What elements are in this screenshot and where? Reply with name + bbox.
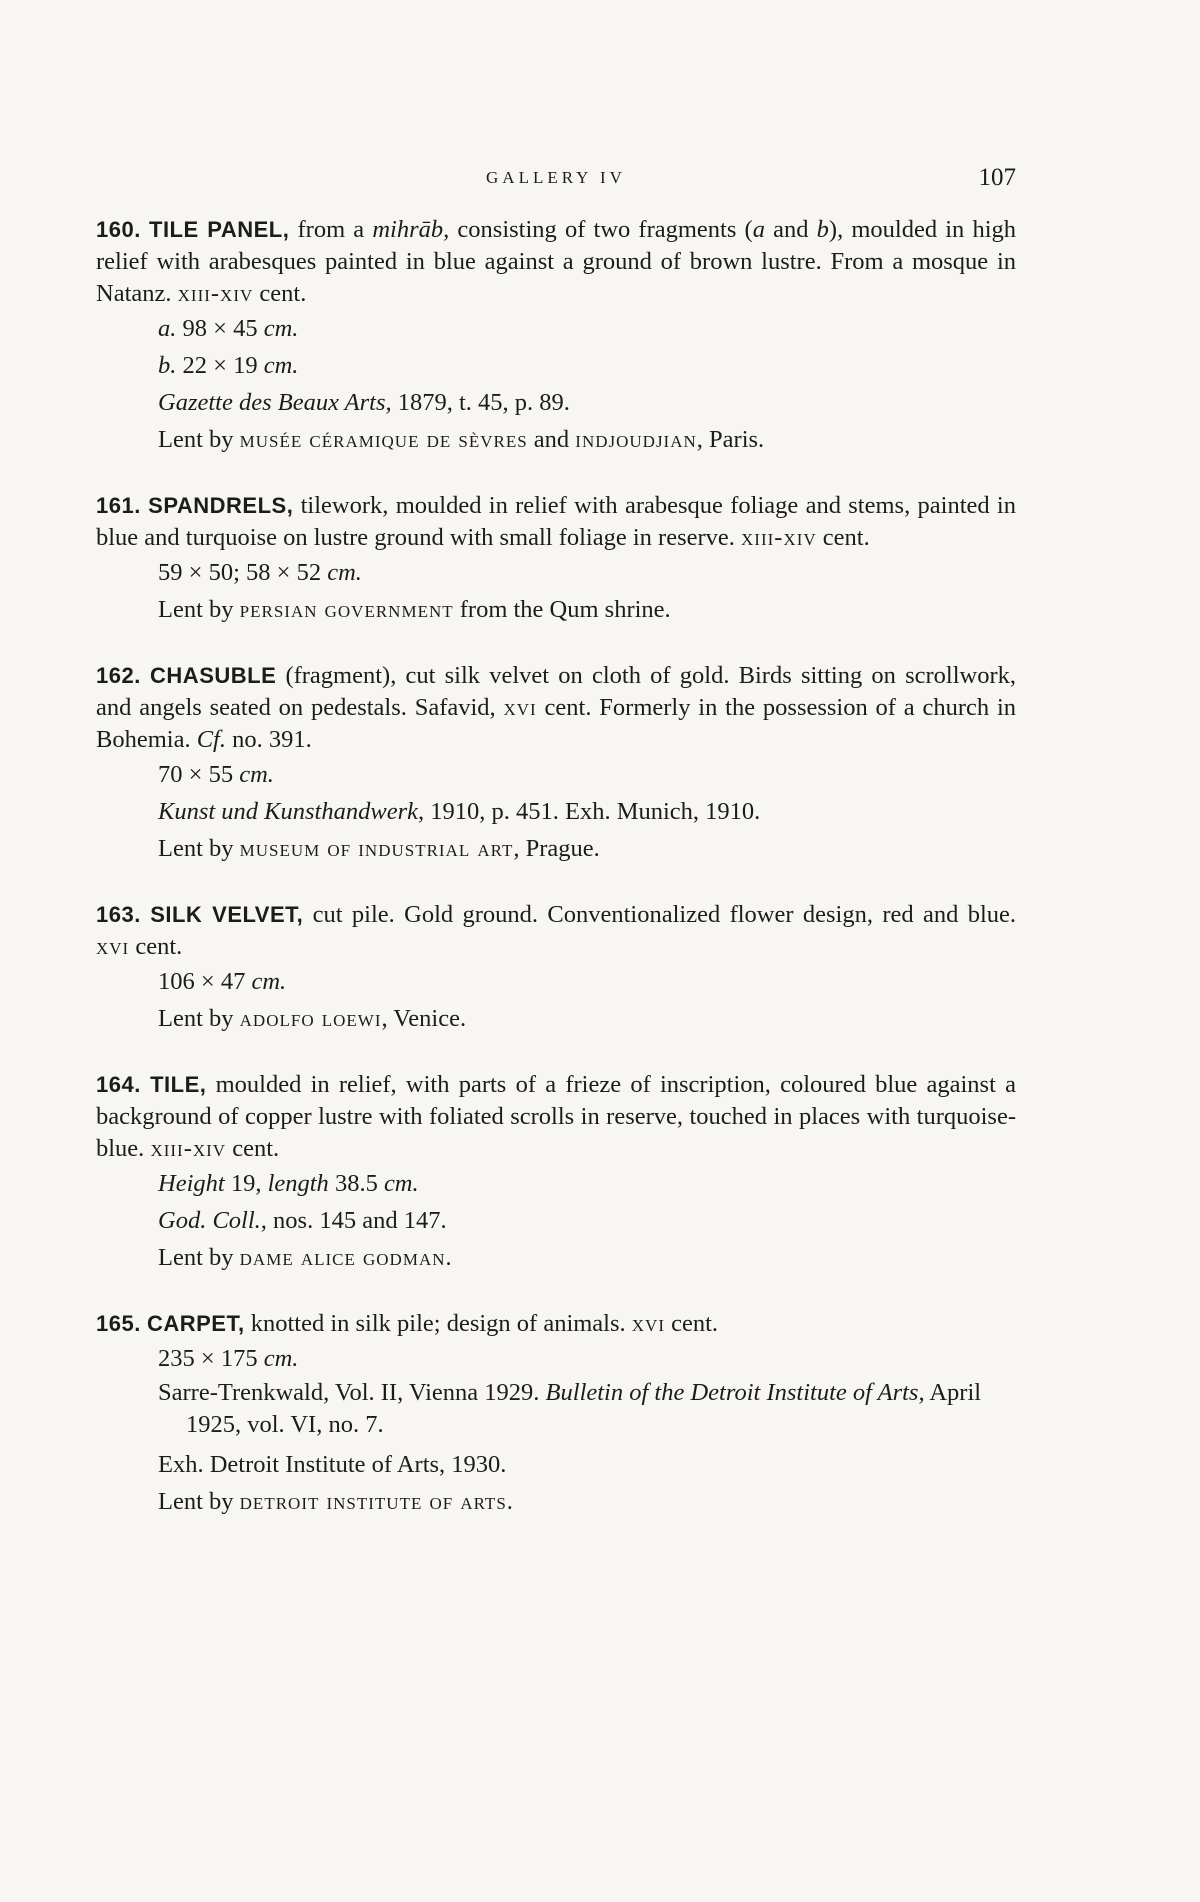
description-text: cut pile. Gold ground. Conventionalized flower design, red and blue. [303,901,1016,928]
publication-citation: April 1925, vol. VI, no. 7. [186,1379,982,1438]
bibliography-reference [158,1377,1016,1441]
description-text: (fragment), cut silk velvet on cloth of gold. Birds sitting on scrollwork, and angels seated on pedestals. Safavid, [96,662,1017,721]
lender-name: persian government [239,596,454,623]
dimensions [158,554,1016,591]
dimensions-unit: cm. [383,1170,419,1197]
entry-title: CARPET, [146,1311,245,1336]
lent-location: , Prague. [513,835,600,862]
lender-credit [158,1239,1016,1276]
catalogue-entry-163 [96,899,1016,1037]
description-italic: mihrāb, [372,216,450,243]
dimensions-value: 70 × 55 [158,761,240,788]
entry-number: 163. [96,902,141,927]
cross-reference: Cf. [196,726,226,753]
entry-title: SILK VELVET, [150,902,304,927]
entry-description [96,490,1016,554]
catalogue-entry-165 [96,1308,1016,1520]
dimensions [158,963,1016,1000]
description-text: cent. [226,1135,280,1162]
period-century: xvi [503,694,537,721]
dimensions-unit: cm. [239,761,274,788]
dimensions-unit: cm. [263,1345,299,1372]
catalogue-entry-162 [96,660,1016,867]
dimensions-value: 38.5 [328,1170,384,1197]
dimension-label: Height [158,1170,225,1197]
lender-credit [158,591,1016,628]
page-number: 107 [978,164,1016,191]
period-century: xvi [631,1310,665,1337]
lender-name: musée céramique de sèvres [239,426,528,453]
description-text: consisting of two fragments ( [449,216,753,243]
dimensions-a [158,310,1016,347]
dimensions-value: 106 × 47 [158,968,252,995]
dimensions-unit: cm. [263,352,299,379]
description-italic: b [816,216,829,243]
lender-name: indjoudjian [575,426,697,453]
description-text: from a [289,216,373,243]
bibliography-reference [158,384,1016,421]
description-text: cent. Formerly in the possession of a church in Bohemia. [96,694,1017,753]
dimensions-unit: cm. [327,559,362,586]
lender-credit [158,421,1016,458]
dimensions-unit: cm. [251,968,287,995]
dimensions [158,756,1016,793]
entry-description [96,899,1016,963]
description-text: cent. [129,933,183,960]
exhibition-history: Exh. Detroit Institute of Arts, 1930. [158,1451,507,1478]
dimension-label: length [267,1170,329,1197]
lent-prefix: Lent by [158,1488,240,1515]
dimensions-unit: cm. [263,315,299,342]
entry-description [96,1069,1016,1165]
lender-name: adolfo loewi [239,1005,382,1032]
period-century: xiii-xiv [741,524,817,551]
lent-prefix: Lent by [158,835,240,862]
catalogue-entry-164 [96,1069,1016,1276]
description-text: no. 391. [226,726,312,753]
dimensions-value: 22 × 19 [176,352,264,379]
lent-location: from the Qum shrine. [453,596,671,623]
description-text: knotted in silk pile; design of animals. [244,1310,632,1337]
description-text: tilework, moulded in relief with arabesque foliage and stems, painted in blue and turquoise on lustre ground with small foliage in reserve. [96,492,1016,551]
dimensions-b [158,347,1016,384]
lent-prefix: Lent by [158,1005,240,1032]
publication-citation: Sarre-Trenkwald, Vol. II, Vienna 1929. [158,1379,546,1406]
publication-citation: 1879, t. 45, p. 89. [391,389,570,416]
publication-citation: nos. 145 and 147. [266,1207,447,1234]
lent-prefix: Lent by [158,596,240,623]
entry-number: 165. [96,1311,141,1336]
publication-title: Gazette des Beaux Arts, [158,389,392,416]
lent-prefix: Lent by [158,426,240,453]
catalogue-entry-161 [96,490,1016,628]
entry-description [96,1308,1016,1340]
dimensions-value: 59 × 50; 58 × 52 [158,559,328,586]
dimensions-value: 235 × 175 [158,1345,264,1372]
period-century: xiii-xiv [177,280,254,307]
lent-text: and [527,426,576,453]
dimensions [158,1340,1016,1377]
catalogue-entry-160 [96,214,1016,458]
description-text: ), moulded in high relief with arabesques painted in blue against a ground of brown lustre. From a mosque in Natanz. [96,216,1017,307]
entry-number: 160. [96,217,141,242]
fragment-label: a. [158,315,177,342]
entry-title: CHASUBLE [150,663,277,688]
publication-title: Bulletin of the Detroit Institute of Arts, [545,1379,925,1406]
period-century: xiii-xiv [150,1135,227,1162]
lender-credit [158,830,1016,867]
period-century: xvi [96,933,130,960]
bibliography-reference [158,1202,1016,1239]
publication-citation: 1910, p. 451. Exh. Munich, 1910. [424,798,761,825]
entry-description [96,214,1016,310]
description-text: cent. [253,280,307,307]
lender-name: detroit institute of arts [239,1488,507,1515]
lender-credit [158,1483,1016,1520]
lent-location: . [445,1244,452,1271]
entry-description [96,660,1016,756]
entry-title: SPANDRELS, [148,493,294,518]
lender-name: dame alice godman [239,1244,446,1271]
entry-number: 164. [96,1072,141,1097]
lender-name: museum of industrial art [239,835,514,862]
entry-title: TILE, [150,1072,207,1097]
description-text: cent. [816,524,870,551]
dimensions [158,1165,1016,1202]
publication-title: God. Coll., [158,1207,267,1234]
dimensions-value: 19, [224,1170,268,1197]
description-text: moulded in relief, with parts of a frieze of inscription, coloured blue against a background of copper lustre with foliated scrolls in reserve, touched in places with turquoise-blue. [96,1071,1017,1162]
entry-number: 162. [96,663,141,688]
running-head: GALLERY IV [486,168,626,187]
entry-title: TILE PANEL, [149,217,290,242]
description-text: cent. [665,1310,719,1337]
catalogue-entries [96,214,1016,1552]
description-italic: a [752,216,765,243]
bibliography-reference [158,793,1016,830]
description-text: and [764,216,817,243]
publication-title: Kunst und Kunsthandwerk, [158,798,425,825]
lent-location: . [506,1488,513,1515]
lent-prefix: Lent by [158,1244,240,1271]
page-header [96,164,1016,198]
lent-location: , Venice. [381,1005,467,1032]
fragment-label: b. [158,352,177,379]
lent-location: , Paris. [696,426,765,453]
lender-credit [158,1000,1016,1037]
entry-number: 161. [96,493,141,518]
dimensions-value: 98 × 45 [176,315,264,342]
